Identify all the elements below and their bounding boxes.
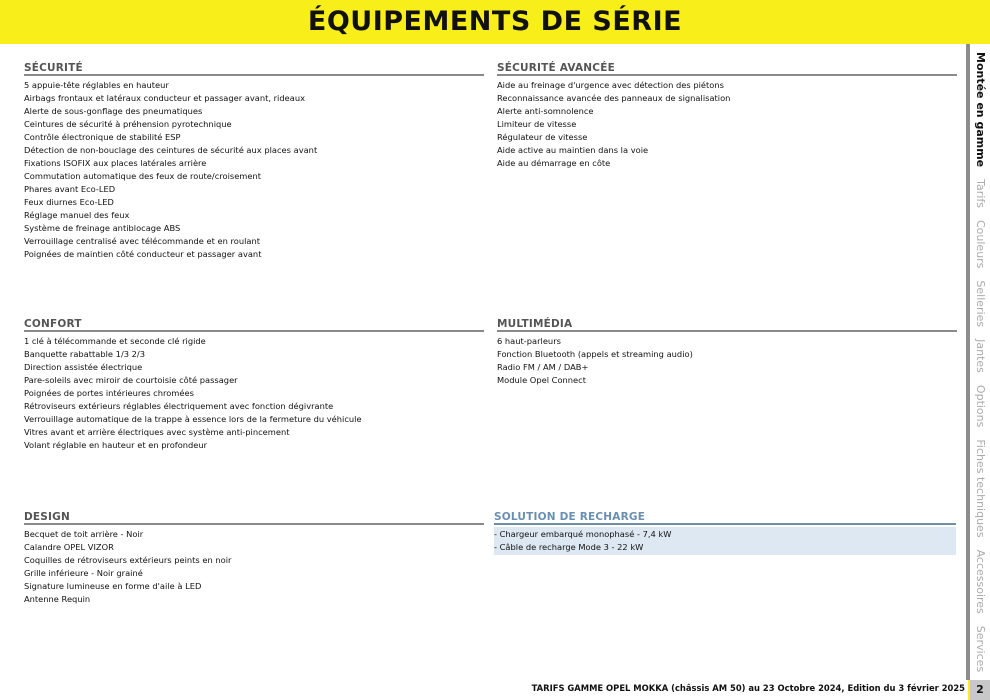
- item-list: [24, 335, 484, 452]
- item-list: [494, 527, 956, 555]
- list-item: Système de freinage antiblocage ABS: [24, 223, 181, 233]
- footer-text: TARIFS GAMME OPEL MOKKA (châssis AM 50) au 23 Octobre 2024, Edition du 3 février 2025: [531, 683, 965, 693]
- section-multimedia: [497, 318, 957, 387]
- item-list: [24, 528, 484, 606]
- page-title: ÉQUIPEMENTS DE SÉRIE: [307, 6, 683, 37]
- page-number: 2: [968, 680, 990, 700]
- list-item: 5 appuie-tête réglables en hauteur: [24, 80, 169, 90]
- list-item: Réglage manuel des feux: [24, 210, 130, 220]
- list-item: Alerte anti-somnolence: [497, 106, 594, 116]
- side-navigation: [972, 52, 988, 672]
- list-item: Régulateur de vitesse: [497, 132, 588, 142]
- section-title: SÉCURITÉ AVANCÉE: [497, 62, 957, 76]
- list-item: Poignées de maintien côté conducteur et passager avant: [24, 249, 262, 259]
- list-item: Fixations ISOFIX aux places latérales arrière: [24, 158, 207, 168]
- sidenav-item[interactable]: Tarifs: [974, 179, 987, 208]
- list-item: - Chargeur embarqué monophasé - 7,4 kW: [494, 529, 672, 539]
- list-item: Rétroviseurs extérieurs réglables électriquement avec fonction dégivrante: [24, 401, 334, 411]
- list-item: 6 haut-parleurs: [497, 336, 561, 346]
- sidenav-item[interactable]: Selleries: [974, 280, 987, 328]
- list-item: Ceintures de sécurité à préhension pyrotechnique: [24, 119, 232, 129]
- list-item: Radio FM / AM / DAB+: [497, 362, 589, 372]
- section-securite: [24, 62, 484, 261]
- sidenav-item[interactable]: Montée en gamme: [974, 52, 987, 168]
- sidenav-item[interactable]: Accessoires: [974, 549, 987, 614]
- list-item: Direction assistée électrique: [24, 362, 143, 372]
- section-confort: [24, 318, 484, 452]
- list-item: - Câble de recharge Mode 3 - 22 kW: [494, 542, 644, 552]
- section-title: SOLUTION DE RECHARGE: [494, 511, 956, 525]
- list-item: Airbags frontaux et latéraux conducteur et passager avant, rideaux: [24, 93, 305, 103]
- section-title: SÉCURITÉ: [24, 62, 484, 76]
- list-item: Commutation automatique des feux de route/croisement: [24, 171, 262, 181]
- item-list: [497, 79, 957, 170]
- list-item: 1 clé à télécommande et seconde clé rigide: [24, 336, 206, 346]
- list-item: Aide au freinage d'urgence avec détection des piétons: [497, 80, 724, 90]
- list-item: Signature lumineuse en forme d'aile à LED: [24, 581, 202, 591]
- item-list: [24, 79, 484, 261]
- list-item: Limiteur de vitesse: [497, 119, 577, 129]
- section-recharge: [494, 511, 956, 555]
- section-title: CONFORT: [24, 318, 484, 332]
- sidenav-item[interactable]: Options: [974, 384, 987, 428]
- list-item: Détection de non-bouclage des ceintures de sécurité aux places avant: [24, 145, 318, 155]
- list-item: Becquet de toit arrière - Noir: [24, 529, 144, 539]
- section-title: MULTIMÉDIA: [497, 318, 957, 332]
- list-item: Volant réglable en hauteur et en profondeur: [24, 440, 208, 450]
- list-item: Aide active au maintien dans la voie: [497, 145, 649, 155]
- list-item: Banquette rabattable 1/3 2/3: [24, 349, 146, 359]
- list-item: Contrôle électronique de stabilité ESP: [24, 132, 181, 142]
- list-item: Verrouillage centralisé avec télécommande et en roulant: [24, 236, 260, 246]
- list-item: Aide au démarrage en côte: [497, 158, 611, 168]
- list-item: Calandre OPEL VIZOR: [24, 542, 114, 552]
- sidenav-item[interactable]: Fiches techniques: [974, 439, 987, 538]
- list-item: Coquilles de rétroviseurs extérieurs peints en noir: [24, 555, 232, 565]
- list-item: Pare-soleils avec miroir de courtoisie côté passager: [24, 375, 238, 385]
- item-list: [497, 335, 957, 387]
- list-item: Grille inférieure - Noir grainé: [24, 568, 143, 578]
- section-securite-avancee: [497, 62, 957, 170]
- sidenav-item[interactable]: Services: [974, 625, 987, 673]
- list-item: Module Opel Connect: [497, 375, 586, 385]
- sidebar-bar: [966, 44, 970, 680]
- section-title: DESIGN: [24, 511, 484, 525]
- list-item: Antenne Requin: [24, 594, 91, 604]
- list-item: Fonction Bluetooth (appels et streaming audio): [497, 349, 693, 359]
- section-design: [24, 511, 484, 606]
- list-item: Alerte de sous-gonflage des pneumatiques: [24, 106, 203, 116]
- list-item: Phares avant Eco-LED: [24, 184, 116, 194]
- sidenav-item[interactable]: Jantes: [974, 339, 987, 373]
- sidenav-item[interactable]: Couleurs: [974, 219, 987, 269]
- list-item: Verrouillage automatique de la trappe à essence lors de la fermeture du véhicule: [24, 414, 362, 424]
- page-header: [0, 0, 990, 44]
- list-item: Feux diurnes Eco-LED: [24, 197, 114, 207]
- list-item: Reconnaissance avancée des panneaux de signalisation: [497, 93, 731, 103]
- list-item: Vitres avant et arrière électriques avec système anti-pincement: [24, 427, 290, 437]
- list-item: Poignées de portes intérieures chromées: [24, 388, 194, 398]
